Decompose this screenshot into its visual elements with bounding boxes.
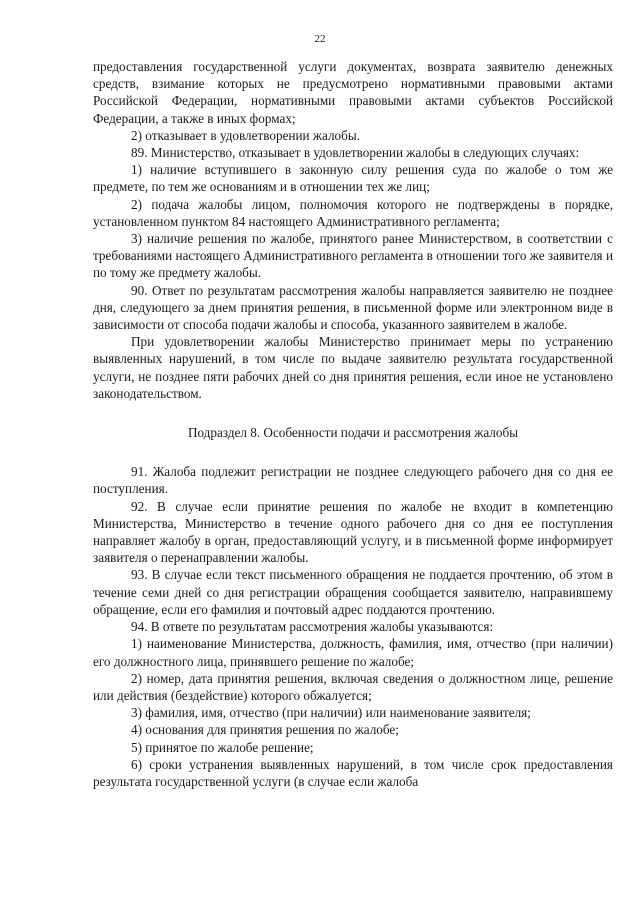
paragraph: 1) наименование Министерства, должность, фамилия, имя, отчество (при наличии) его должностного лица, принявшего решение по жалобе;: [93, 636, 613, 669]
section-heading: Подраздел 8. Особенности подачи и рассмотрения жалобы: [187, 425, 519, 441]
paragraph: 4) основания для принятия решения по жалобе;: [131, 722, 399, 738]
document-body: [93, 58, 613, 790]
paragraph: 90. Ответ по результатам рассмотрения жалобы направляется заявителю не позднее дня, следующего за днем принятия решения, в письменной форме или электронном виде в зависимости от способа подачи жалобы и способа, указанного заявителем в жалобе.: [93, 282, 613, 333]
paragraph: 6) сроки устранения выявленных нарушений, в том числе срок предоставления результата государственной услуги (в случае если жалоба: [93, 756, 613, 789]
paragraph: 89. Министерство, отказывает в удовлетворении жалобы в следующих случаях:: [131, 145, 580, 161]
paragraph: 2) номер, дата принятия решения, включая сведения о должностном лице, решение или действия (бездействие) которого обжалуется;: [93, 670, 613, 703]
paragraph: 1) наличие вступившего в законную силу решения суда по жалобе о том же предмете, по тем же основаниям и в отношении тех же лиц;: [93, 162, 613, 195]
paragraph: 2) отказывает в удовлетворении жалобы.: [131, 127, 361, 143]
paragraph: 92. В случае если принятие решения по жалобе не входит в компетенцию Министерства, Министерство в течение одного рабочего дня со дня ее поступления направляет жалобу в орган, предоставляющий услугу, и в письменной форме информирует заявителя о перенаправлении жалобы.: [93, 498, 613, 566]
paragraph: При удовлетворении жалобы Министерство принимает меры по устранению выявленных нарушений, в том числе по выдаче заявителю результата государственной услуги, не позднее пяти рабочих дней со дня принятия решения, если иное не установлено законодательством.: [93, 334, 613, 401]
paragraph: 3) фамилия, имя, отчество (при наличии) или наименование заявителя;: [131, 705, 531, 721]
paragraph: предоставления государственной услуги документах, возврата заявителю денежных средств, взимание которых не предусмотрено нормативными правовыми актами Российской Федерации, нормативными правовыми актами субъектов Российской Федерации, а также в иных формах;: [93, 59, 613, 126]
paragraph: 5) принятое по жалобе решение;: [131, 739, 314, 755]
paragraph: 2) подача жалобы лицом, полномочия которого не подтверждены в порядке, установленном пунктом 84 настоящего Административного регламента;: [93, 196, 613, 229]
paragraph: 94. В ответе по результатам рассмотрения жалобы указываются:: [131, 619, 494, 635]
page-number: 22: [314, 33, 326, 45]
paragraph: 3) наличие решения по жалобе, принятого ранее Министерством, в соответствии с требованиями настоящего Административного регламента в отношении того же заявителя и по тому же предмету жалобы.: [93, 231, 613, 281]
paragraph: 93. В случае если текст письменного обращения не поддается прочтению, об этом в течение семи дней со дня регистрации обращения сообщается заявителю, направившему обращение, если его фамилия и почтовый адрес поддаются прочтению.: [93, 567, 613, 617]
paragraph: 91. Жалоба подлежит регистрации не позднее следующего рабочего дня со дня ее поступления.: [93, 464, 613, 497]
